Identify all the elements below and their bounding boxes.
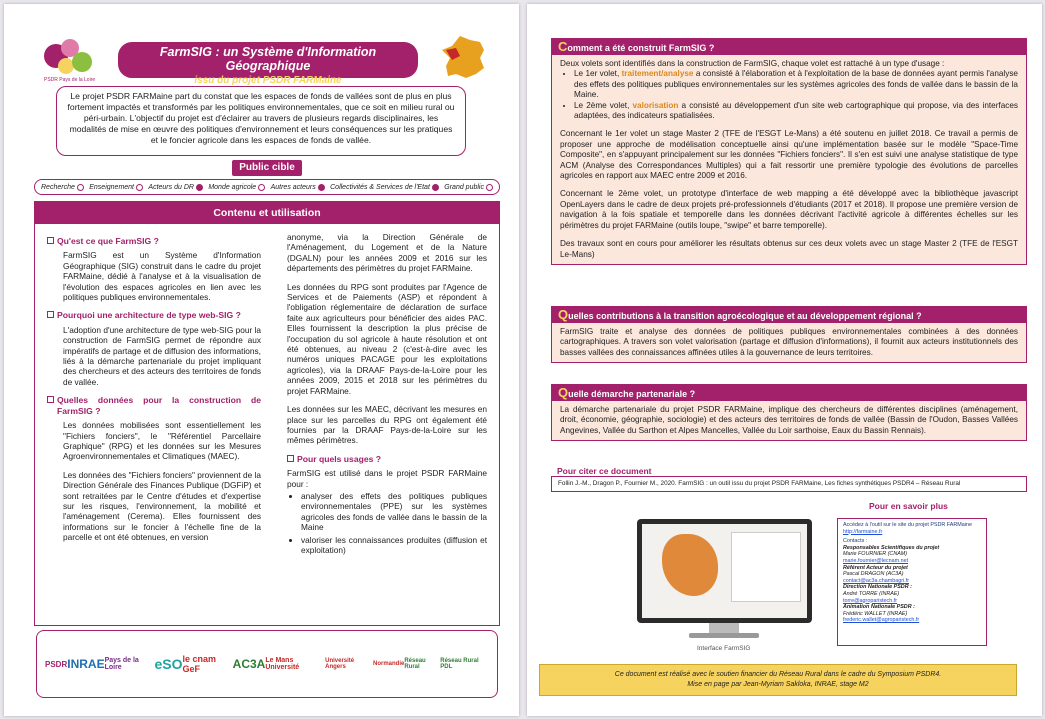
link-farmaine[interactable]: http://farmaine.fr <box>843 528 883 535</box>
content-column-1 <box>47 232 261 551</box>
radio-dot-icon <box>196 184 203 191</box>
target-item: Acteurs du DR <box>148 184 203 191</box>
logo-ac3a: AC3A <box>232 657 266 671</box>
target-audience-list <box>34 179 500 195</box>
logo-eso: eSO <box>154 656 183 672</box>
section-body: La démarche partenariale du projet PSDR FARMaine, implique des chercheurs de différentes disciplines (aménagement, droit, économie, géographie, sociologie) et des acteurs des territoires de fonds de vallée (Bassin de l'Oudon, Basses Vallées Angevines, Vallée du Sarthon et Alpes Mancelles, Vallée du Loir sarthoise, Eaux du Bassin Rennais). <box>560 405 1018 435</box>
question-heading: Qu'est ce que FarmSIG ? <box>47 236 261 246</box>
page-subtitle: issu du projet PSDR FARMaine <box>194 75 342 86</box>
radio-dot-icon <box>258 184 265 191</box>
paragraph: Les données des "Fichiers fonciers" proviennent de la Direction Générale des Finances Publique (DGFiP) et sont retraitées par le Centre d'études et d'expertise sur les risques, l'environnement, la mobilité et l'aménagement (Cerema). Elles fournissent des informations sur le foncier à l'échelle fine de la parcelle et ont été obtenues, en version <box>63 469 261 543</box>
paragraph: Concernant le 2ème volet, un prototype d'interface de web mapping a été développé avec la bibliothèque javascript OpenLayers dans le cadre de deux projets pré-professionnels d'étudiants (2017 et 2018). Il propose une première version de navigation à la fois spatiale et temporelle dans les données décrivant l'activité agricole à différentes échelles sur les périmètres du projet FARMaine (outils loupe, "swipe" et barre temporelle). <box>560 189 1018 230</box>
public-target-label: Public cible <box>232 160 302 176</box>
section-construction <box>551 38 1027 265</box>
checkbox-icon <box>47 311 54 318</box>
logo-cnam: le cnam GeF <box>182 654 217 674</box>
list-item: • valoriser les connaissances produites (diffusion et exploitation) <box>301 535 487 556</box>
paragraph: Les données mobilisées sont essentiellement les "Fichiers fonciers", le "Référentiel Parcellaire Graphique" (RPG) et les données sur les Mesures Agroenvironnementales et Climatiques (MAEC). <box>63 420 261 462</box>
list-item: • analyser des effets des politiques publiques environnementales (PPE) sur les systèmes agricoles des fonds de vallée dans le bassin de la Maine <box>301 491 487 533</box>
title-banner <box>118 42 418 86</box>
paragraph: FarmSIG est un Système d'Information Géographique (SIG) construit dans le cadre du projet FARMaine, dédié à l'analyse et à la visualisation de l'évolution des espaces agricoles en lien avec les politiques publiques environnementales. <box>63 250 261 303</box>
content-box <box>34 201 500 626</box>
checkbox-icon <box>47 396 54 403</box>
screen <box>637 519 812 623</box>
checkbox-icon <box>47 237 54 244</box>
content-column-2 <box>287 232 487 557</box>
paragraph: anonyme, via la Direction Générale de l'Aménagement, du Logement et de la Nature (DGALN) pour les années 2009 et 2016 sur les départements des périmètres du projet FARMaine. <box>287 232 487 274</box>
email-link[interactable]: contact@ac3a.chambagri.fr <box>843 577 909 584</box>
logo-angers: Université Angers <box>325 658 355 670</box>
question-heading: Pourquoi une architecture de type web-SIG ? <box>47 310 261 320</box>
interface-panel <box>731 532 801 602</box>
target-item: Autres acteurs <box>271 184 325 191</box>
citation: Follin J.-M., Dragon P., Fournier M., 2020. FarmSIG : un outil issu du projet PSDR FARMaine, Les fiches synthétiques PSDR4 – Réseau Rural <box>551 476 1027 492</box>
radio-dot-icon <box>486 184 493 191</box>
logo-pays-de-la-loire: Pays de la Loire <box>104 657 139 671</box>
map-region-shape <box>662 534 718 596</box>
question-heading: Quelles données pour la construction de FarmSIG ? <box>47 395 261 416</box>
contacts-box: Accédez à l'outil sur le site du projet PSDR FARMaine http://farmaine.fr Contacts : Responsables Scientifiques du projet Marie FOURNIER (CNAM) marie.fournier@lecnam.net Référent Acteur du projet Pascal DRAGON (AC3A) contact@ac3a.chambagri.fr Direction Nationale PSDR : André TORRE (INRAE) torre@agroparistech.fr Animation Nationale PSDR : Frédéric WALLET (INRAE) frederic.wallet@agroparistech.fr <box>837 518 987 646</box>
logo-text: PSDR Pays de la Loire <box>44 77 96 83</box>
radio-dot-icon <box>136 184 143 191</box>
logo-le-mans: Le Mans Université <box>265 657 300 671</box>
monitor-screenshot <box>637 519 812 641</box>
email-link[interactable]: frederic.wallet@agroparistech.fr <box>843 617 920 624</box>
page-2 <box>527 4 1042 716</box>
logo-inrae: INRAE <box>67 657 105 671</box>
section-contributions <box>551 306 1027 363</box>
more-info-title: Pour en savoir plus <box>869 501 948 511</box>
volets-list <box>560 69 1018 121</box>
logo-normandie: Normandie <box>373 661 405 667</box>
paragraph: Des travaux sont en cours pour améliorer les résultats obtenus sur ces deux volets avec un stage Master 2 (TFE de l'ESGT Le-Mans) <box>560 239 1018 259</box>
email-link[interactable]: marie.fournier@lecnam.net <box>843 557 909 564</box>
monitor-base <box>689 633 759 638</box>
partner-logos <box>36 630 498 698</box>
psdr-logo <box>40 34 100 84</box>
question-heading: Pour quels usages ? <box>287 454 487 464</box>
radio-dot-icon <box>432 184 439 191</box>
footer-banner: Ce document est réalisé avec le soutien financier du Réseau Rural dans le cadre du Symposium PSDR4. Mise en page par Jean-Myriam Sakloka, INRAE, stage M2 <box>539 664 1017 696</box>
page-1 <box>4 4 519 716</box>
radio-dot-icon <box>318 184 325 191</box>
target-item: Recherche <box>41 184 84 191</box>
list-item: • Le 2ème volet, valorisation a consisté au développement d'un site web cartographique qui propose, via des interfaces adaptées, des indicateurs spatialisées. <box>574 101 1018 122</box>
list-item: • Le 1er volet, traitement/analyse a consisté à l'élaboration et à l'exploitation de la base de données ayant permis l'analyse des effets des politiques publiques environnementales sur les systèmes agricoles des fonds de vallée dans le bassin de la Maine. <box>574 69 1018 100</box>
content-title: Contenu et utilisation <box>35 202 499 224</box>
email-link[interactable]: torre@agroparistech.fr <box>843 597 898 604</box>
target-item: Collectivités & Services de l'Etat <box>330 184 439 191</box>
paragraph: Concernant le 1er volet un stage Master 2 (TFE de l'ESGT Le-Mans) a été soutenu en juillet 2018. Ce travail a permis de proposer une approche de modélisation conceptuelle ainsi qu'une implémentation basée sur le modèle "Space-Time Composite", en s'appuyant principalement sur les données "Fichiers fonciers". Il s'en est suivi une analyse statistique de type ACM (Analyse des Correspondances Multiples) qui a fait ressortir une première typologie des évolutions de parcelles agricoles en rapport aux MAEC entre 2009 et 2016. <box>560 129 1018 181</box>
logo-reseau-rural-pdl: Réseau Rural PDL <box>440 658 479 670</box>
checkbox-icon <box>287 455 294 462</box>
cite-title: Pour citer ce document <box>557 466 652 476</box>
paragraph: Les données sur les MAEC, décrivant les mesures en place sur les parcelles du RPG ont également été fournies par la DRAAF Pays-de-la-Loire sur les mêmes périmètres. <box>287 404 487 446</box>
monitor-caption: Interface FarmSIG <box>697 645 751 652</box>
target-item: Enseignement <box>89 184 143 191</box>
target-item: Grand public <box>444 184 493 191</box>
section-body: FarmSIG traite et analyse des données de politiques publiques environnementales combinées à des données cartographiques. A travers son volet valorisation (partage et diffusion d'informations), il fournit aux acteurs institutionnels des basses vallées des connaissances affinées utiles à la gouvernance de leurs territoires. <box>560 327 1018 357</box>
paragraph: L'adoption d'une architecture de type web-SIG pour la construction de FarmSIG permet de répondre aux impératifs de partage et de diffusion des informations, liés à la démarche partenariale du projet impliquant des chercheurs et des acteurs des territoires de fonds de vallée. <box>63 324 261 387</box>
page-title: FarmSIG : un Système d'Information Géographique <box>159 45 377 73</box>
section-heading: Quelle démarche partenariale ? <box>552 385 1026 401</box>
target-item: Monde agricole <box>208 184 265 191</box>
logo-reseau-rural: Réseau Rural <box>404 658 426 670</box>
section-heading: Quelles contributions à la transition agroécologique et au développement régional ? <box>552 307 1026 323</box>
section-heading: Comment a été construit FarmSIG ? <box>552 39 1026 55</box>
radio-dot-icon <box>77 184 84 191</box>
paragraph: FarmSIG est utilisé dans le projet PSDR FARMaine pour : <box>287 468 487 489</box>
intro-box: Le projet PSDR FARMaine part du constat que les espaces de fonds de vallées sont de plus en plus fortement impactés et transformés par les politiques environnementales, que ce soit en milieu rural ou péri-urbain. L'objectif du projet est d'éclairer au travers de plusieurs regards disciplinaires, les modalités de mise en œuvre des politiques d'environnement et leurs conséquences sur les pratiques et le foncier agricole dans les espaces de fonds de vallée. <box>56 86 466 156</box>
section-partenariale <box>551 384 1027 441</box>
monitor-stand <box>709 623 739 633</box>
usage-list <box>287 491 487 555</box>
france-map-icon <box>440 34 488 80</box>
paragraph: Les données du RPG sont produites par l'Agence de Services et de Paiements (ASP) et répondent à l'obligation réglementaire de déclaration de surface faite aux agriculteurs pour bénéficier des aides PAC. Elles fournissent la description la plus précise de l'occupation du sol agricole à haute résolution et ont été obtenues, au niveau 2 (c'est-à-dire avec les numéros uniques PACAGE pour les exploitations agricoles), via la DRAAF Pays-de-la-Loire pour les années 2009, 2015 et 2018 sur les périmètres du projet FARMaine. <box>287 281 487 396</box>
section-body: Deux volets sont identifiés dans la construction de FarmSIG, chaque volet est rattaché à un type d'usage : • Le 1er volet, traitement/analyse a consisté à l'élaboration et à l'exploitation de la base de données ayant permis l'analyse des effets des politiques publiques environnementales sur les systèmes agricoles des fonds de vallée dans le bassin de la Maine. • Le 2ème volet, valorisation a consisté au développement d'un site web cartographique qui propose, via des interfaces adaptées, des indicateurs spatialisées. Concernant le 1er volet un stage Master 2 (TFE de l'ESGT Le-Mans) a été soutenu en juillet 2018. Ce travail a permis de proposer une approche de modélisation conceptuelle ainsi qu'une implémentation basée sur le modèle "Space-Time Composite", en s'appuyant principalement sur les données "Fichiers fonciers". Il s'en est suivi une analyse statistique de type ACM (Analyse des Correspondances Multiples) qui a fait ressortir une première typologie des évolutions de parcelles agricoles en rapport aux MAEC entre 2009 et 2016. Concernant le 2ème volet, un prototype d'interface de web mapping a été développé avec la bibliothèque javascript OpenLayers dans le cadre de deux projets pré-professionnels d'étudiants (2017 et 2018). Il propose une première version de navigation à la fois spatiale et temporelle dans les données décrivant l'activité agricole à différentes échelles sur les périmètres du projet FARMaine (outils loupe, "swipe" et barre temporelle). Des travaux sont en cours pour améliorer les résultats obtenus sur ces deux volets avec un stage Master 2 (TFE de l'ESGT Le-Mans) <box>552 55 1026 264</box>
logo-psdr: PSDR <box>45 659 68 669</box>
